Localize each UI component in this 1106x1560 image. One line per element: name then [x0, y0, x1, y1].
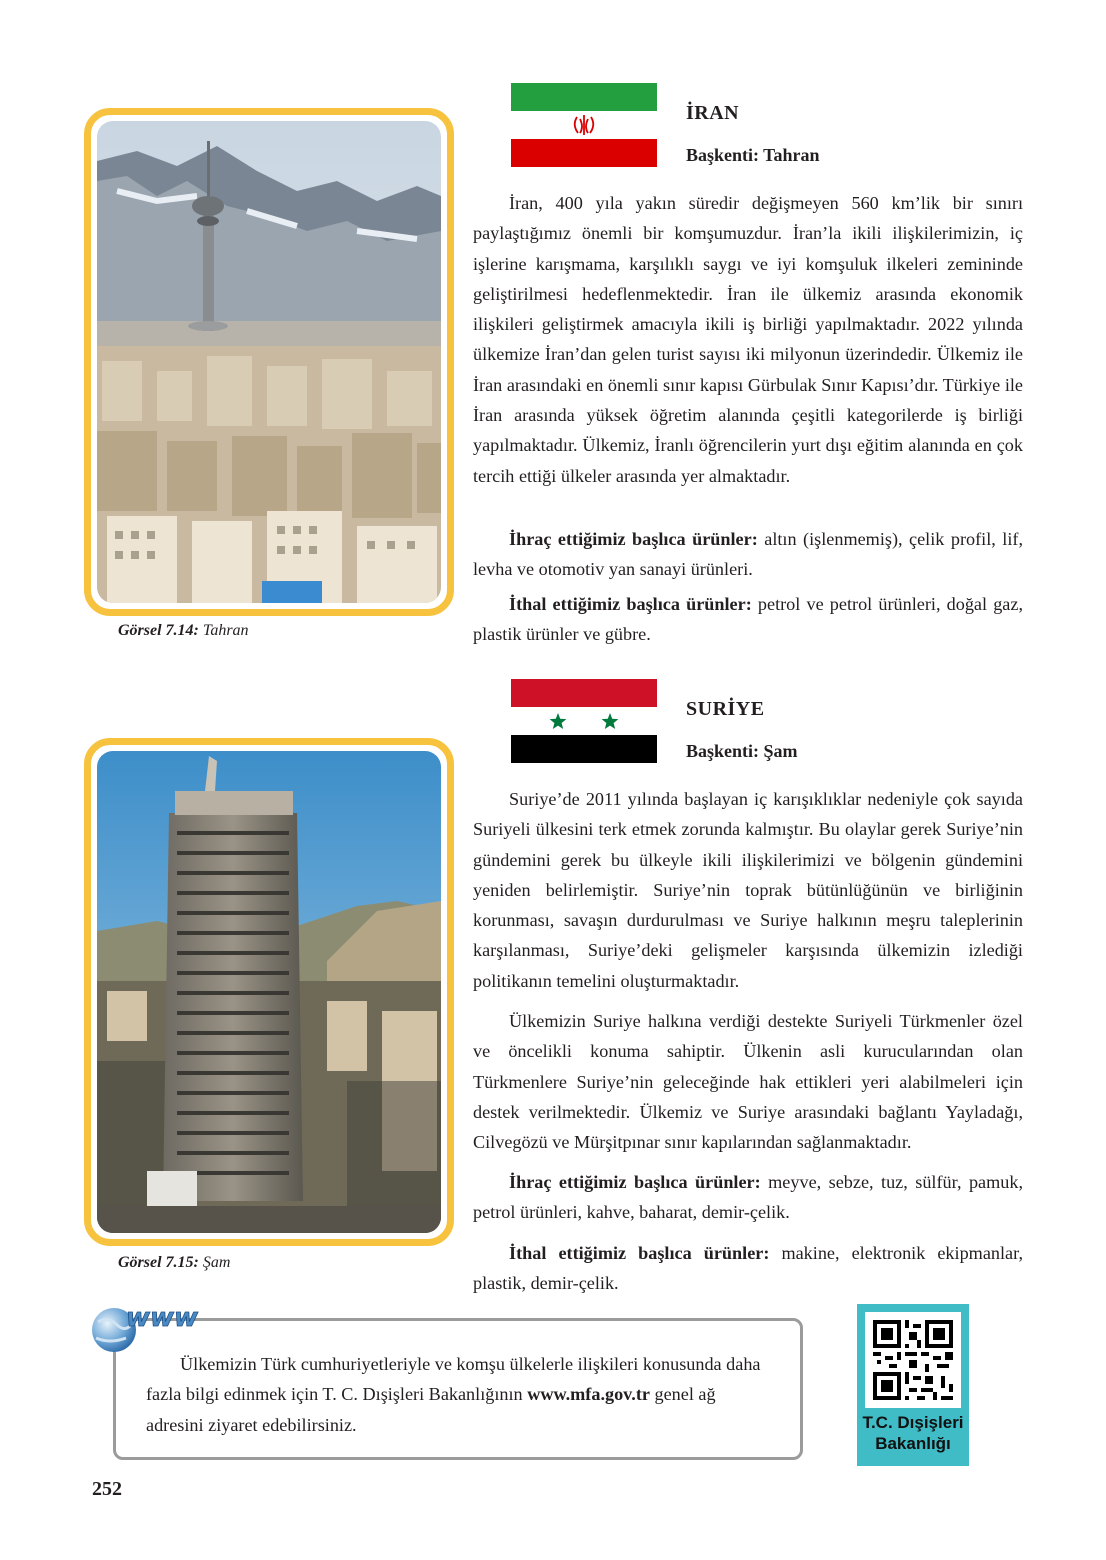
- iran-exports: [473, 524, 1023, 585]
- qr-label-line-2: Bakanlığı: [875, 1434, 951, 1453]
- syria-flag-graphic: [511, 679, 657, 763]
- syria-name: SURİYE: [686, 698, 765, 720]
- tehran-caption-label: Görsel 7.14:: [118, 622, 199, 639]
- info-text-after: genel ağ adresini ziyaret edebilirsiniz.: [146, 1384, 716, 1435]
- syria-exports-text: meyve, sebze, tuz, sülfür, pamuk, petrol ürünleri, kahve, baharat, demir-çelik.: [473, 1172, 1024, 1223]
- qr-code-icon: [865, 1312, 961, 1408]
- info-box: [113, 1318, 803, 1460]
- mfa-link[interactable]: www.mfa.gov.tr: [527, 1384, 650, 1405]
- tehran-photo: [97, 121, 441, 603]
- info-text-before: Ülkemizin Türk cumhuriyetleriyle ve komşu ülkelerle ilişkileri konusunda daha fazla bilgi edinmek için T. C. Dışişleri Bakanlığının: [146, 1354, 761, 1405]
- syria-imports-text: makine, elektronik ekipmanlar, plastik, demir-çelik.: [473, 1243, 1023, 1294]
- tehran-caption-text: Tahran: [198, 622, 249, 639]
- tehran-photo-frame: [84, 108, 454, 616]
- qr-code[interactable]: [865, 1312, 961, 1408]
- syria-paragraph-1: Suriye’de 2011 yılında başlayan iç karışıklıklar nedeniyle çok sayıda Suriyeli ülkesini terk etmek zorunda kalmıştır. Bu olaylar gerek Suriye’nin gündemini gerek bu ülkeyle ikili ilişkilerimizi ve bölgenin gündemini yeniden belirlemiştir. Suriye’nin toprak bütünlüğünün ve birliğinin korunması, savaşın durdurulması ve Suriye halkının meşru taleplerinin karşılanması, Suriye’deki gelişmeler karşısında ülkemizin izlediği politikanın temelini oluşturmaktadır.: [473, 789, 1023, 991]
- iran-name: İRAN: [686, 102, 740, 124]
- iran-imports-label: İthal ettiğimiz başlıca ürünler:: [509, 594, 752, 614]
- qr-label-line-1: T.C. Dışişleri: [862, 1413, 964, 1432]
- syria-capital: Başkenti: Şam: [686, 741, 798, 761]
- syria-imports: [473, 1238, 1023, 1299]
- syria-imports-label: İthal ettiğimiz başlıca ürünler:: [509, 1243, 770, 1263]
- qr-label: [857, 1412, 969, 1454]
- page-number: 252: [92, 1478, 122, 1500]
- www-globe-icon: [86, 1294, 216, 1364]
- iran-imports: [473, 589, 1023, 650]
- iran-paragraph: İran, 400 yıla yakın süredir değişmeyen 560 km’lik bir sınırı paylaştığımız önemli bir komşumuzdur. İran’la ikili ilişkilerimizin, iç işlerine karışmama, karşılıklı saygı ve iyi komşuluk ilkeleri zemininde geliştirilmesi hedeflenmektedir. İran ile ülkemiz arasında ekonomik ilişkileri geliştirmek amacıyla ikili iş birliği yapılmaktadır. 2022 yılında ülkemize İran’dan gelen turist sayısı iki milyonun üzerindedir. Ülkemiz ile İran arasındaki en önemli sınır kapısı Gürbulak Sınır Kapısı’dır. Türkiye ile İran arasında yüksek öğretim alanında çeşitli kategorilerde iş birliği yapılmaktadır. Ülkemiz, İranlı öğrencilerin yurt dışı eğitim alanında en çok tercih ettiği ülkeler arasında yer almaktadır.: [473, 193, 1023, 486]
- iran-flag-graphic: [511, 83, 657, 167]
- tehran-caption: [118, 622, 249, 640]
- damascus-caption-text: Şam: [198, 1254, 231, 1271]
- iran-capital: Başkenti: Tahran: [686, 145, 820, 165]
- iran-exports-label: İhraç ettiğimiz başlıca ürünler:: [509, 529, 758, 549]
- qr-code-box[interactable]: [857, 1304, 969, 1466]
- damascus-caption-label: Görsel 7.15:: [118, 1254, 199, 1271]
- damascus-caption: [118, 1254, 230, 1272]
- syria-flag: [511, 679, 657, 763]
- syria-exports: [473, 1167, 1023, 1228]
- iran-imports-text: petrol ve petrol ürünleri, doğal gaz, plastik ürünler ve gübre.: [473, 594, 1023, 645]
- iran-flag: [511, 83, 657, 167]
- www-label: www: [126, 1303, 199, 1333]
- syria-exports-label: İhraç ettiğimiz başlıca ürünler:: [509, 1172, 761, 1192]
- damascus-photo: [97, 751, 441, 1233]
- syria-paragraph-2: Ülkemizin Suriye halkına verdiği destekte Suriyeli Türkmenler özel ve öncelikli konuma sahiptir. Ülkenin asli kurucularından olan Türkmenlere Suriye’nin geleceğinde hak ettikleri yeri alabilmeleri için destek verilmektedir. Ülkemiz ve Suriye arasındaki bağlantı Yayladağı, Cilvegözü ve Mürşitpınar sınır kapılarından sağlanmaktadır.: [473, 1011, 1023, 1153]
- info-text: [146, 1349, 776, 1440]
- damascus-photo-frame: [84, 738, 454, 1246]
- iran-exports-text: altın (işlenmemiş), çelik profil, lif, levha ve otomotiv yan sanayi ürünleri.: [473, 529, 1023, 580]
